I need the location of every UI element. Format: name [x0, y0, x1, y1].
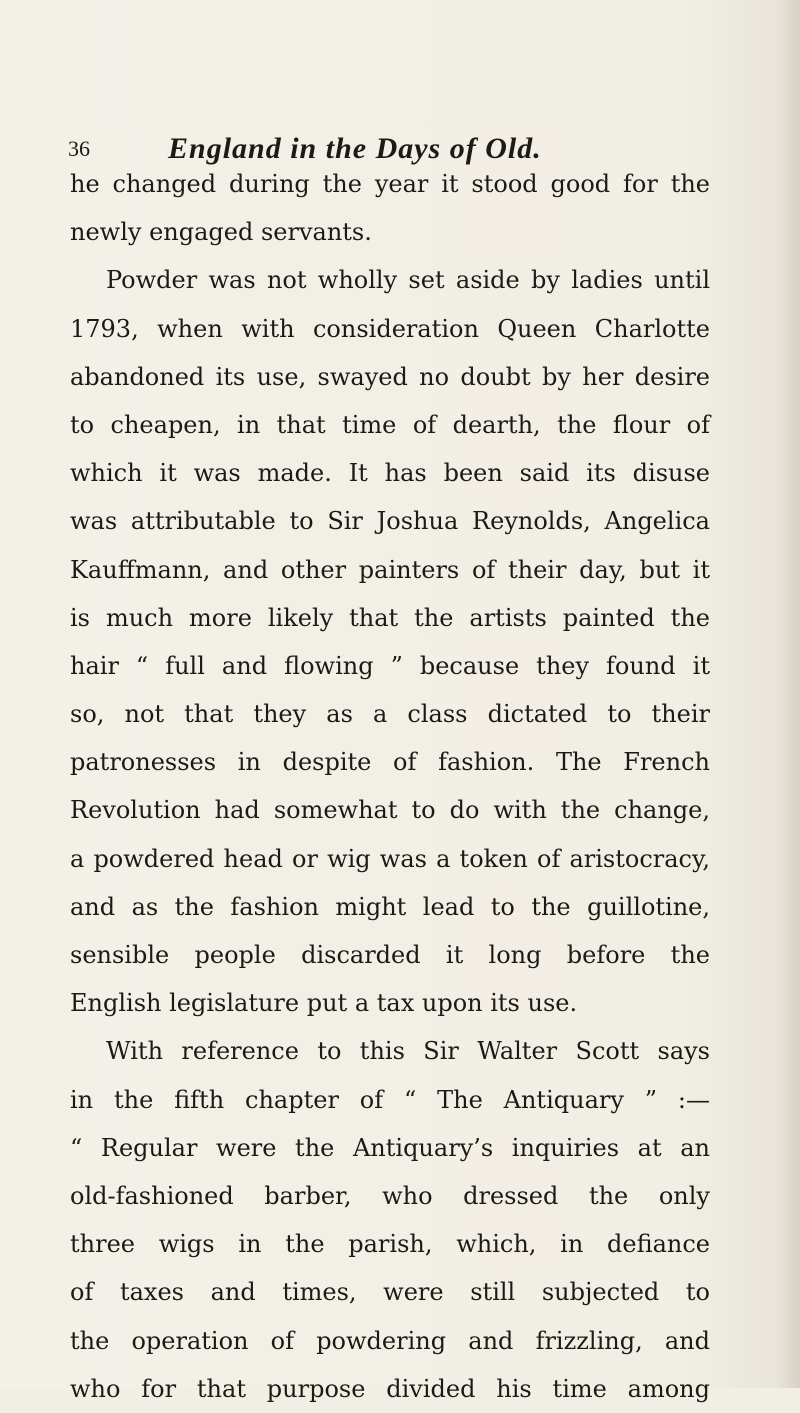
text-line: Revolution had somewhat to do with the change, [70, 796, 710, 825]
text-line: of taxes and times, were still subjected to [70, 1278, 710, 1307]
text-line: hair “ full and flowing ” because they found it [70, 651, 710, 680]
text-line: who for that purpose divided his time among [70, 1374, 710, 1403]
text-line: newly engaged servants. [70, 218, 372, 247]
text-line: to cheapen, in that time of dearth, the flour of [70, 410, 710, 439]
text-line: abandoned its use, swayed no doubt by her desire [70, 362, 710, 391]
text-line: English legislature put a tax upon its use. [70, 989, 578, 1018]
text-line: sensible people discarded it long before the [70, 941, 710, 969]
text-line: 1793, when with consideration Queen Charlotte [70, 314, 710, 343]
text-line: which it was made. It has been said its disuse [70, 459, 710, 488]
text-line: the operation of powdering and frizzling, and [70, 1326, 710, 1355]
text-line: and as the fashion might lead to the guillotine, [70, 892, 710, 921]
body-text [70, 160, 710, 1413]
running-title: England in the Days of Old. [168, 132, 542, 165]
text-line: he changed during the year it stood good for the [70, 170, 710, 198]
text-line: in the fifth chapter of “ The Antiquary ” :— [70, 1085, 710, 1114]
page-number: 36 [68, 136, 90, 161]
text-line: Powder was not wholly set aside by ladies until [106, 266, 710, 295]
text-line: “ Regular were the Antiquary’s inquiries at an [70, 1133, 710, 1162]
text-line: so, not that they as a class dictated to their [70, 700, 710, 729]
text-line: a powdered head or wig was a token of aristocracy, [70, 844, 710, 873]
text-line: three wigs in the parish, which, in defiance [70, 1230, 710, 1259]
text-line: old-fashioned barber, who dressed the only [70, 1181, 710, 1210]
text-line: patronesses in despite of fashion. The French [70, 748, 710, 777]
text-line: Kauffmann, and other painters of their day, but it [70, 555, 710, 584]
text-line: With reference to this Sir Walter Scott says [106, 1037, 710, 1066]
text-line: is much more likely that the artists painted the [70, 603, 710, 632]
text-line: was attributable to Sir Joshua Reynolds, Angelica [70, 507, 710, 536]
